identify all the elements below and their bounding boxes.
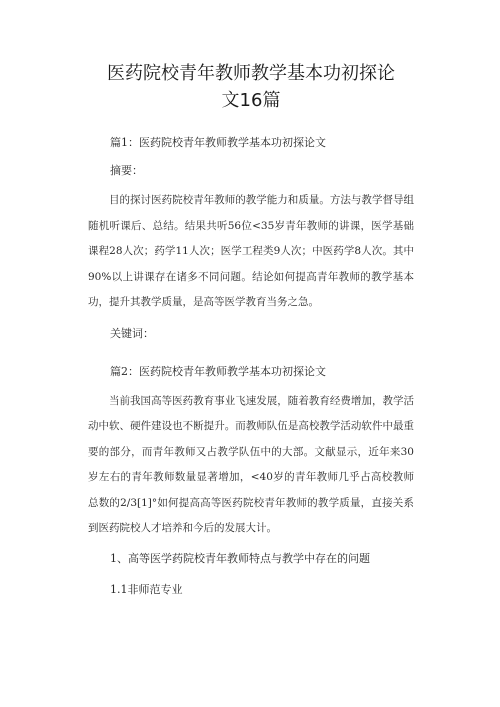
- subheading-1: 1、高等医学药院校青年教师特点与教学中存在的问题: [110, 551, 370, 565]
- keywords-label: 关键词：: [110, 326, 154, 340]
- title-line-1: 医药院校青年教师教学基本功初探论: [107, 63, 395, 84]
- section-2-heading: 篇2：医药院校青年教师教学基本功初探论文: [110, 364, 326, 378]
- abstract-label: 摘要：: [110, 164, 143, 177]
- section-2-paragraph: 当前我国高等医药教育事业飞速发展，随着教育经费增加，教学活动中软、硬件建设也不断提升。而教师队伍是高校教学活动软件中最重要的部分，而青年教师又占教学队伍中的大部。文献显示，近年来30岁左右的青年教师数量显著增加，<40岁的青年教师几乎占高校教师总数的2/3[1]°如何提高高等医药院校青年教师的教学质量，直接关系到医药院校人才培养和今后的发展大计。: [88, 394, 414, 534]
- subheading-1-1: 1.1非师范专业: [110, 582, 183, 596]
- document-title: [88, 0, 414, 114]
- section-1-heading: 篇1：医药院校青年教师教学基本功初探论文: [110, 136, 326, 149]
- abstract-paragraph: 目的探讨医药院校青年教师的教学能力和质量。方法与教学督导组随机听课后、总结。结果共听56位<35岁青年教师的讲课，医学基础课程28人次；药学11人次；医学工程类9人次；中医药学8人次。其中90%以上讲课存在诸多不同问题。结论如何提高青年教师的教学基本功，提升其教学质量，是高等医学教育当务之急。: [88, 194, 414, 308]
- title-line-2: 文16篇: [221, 90, 281, 111]
